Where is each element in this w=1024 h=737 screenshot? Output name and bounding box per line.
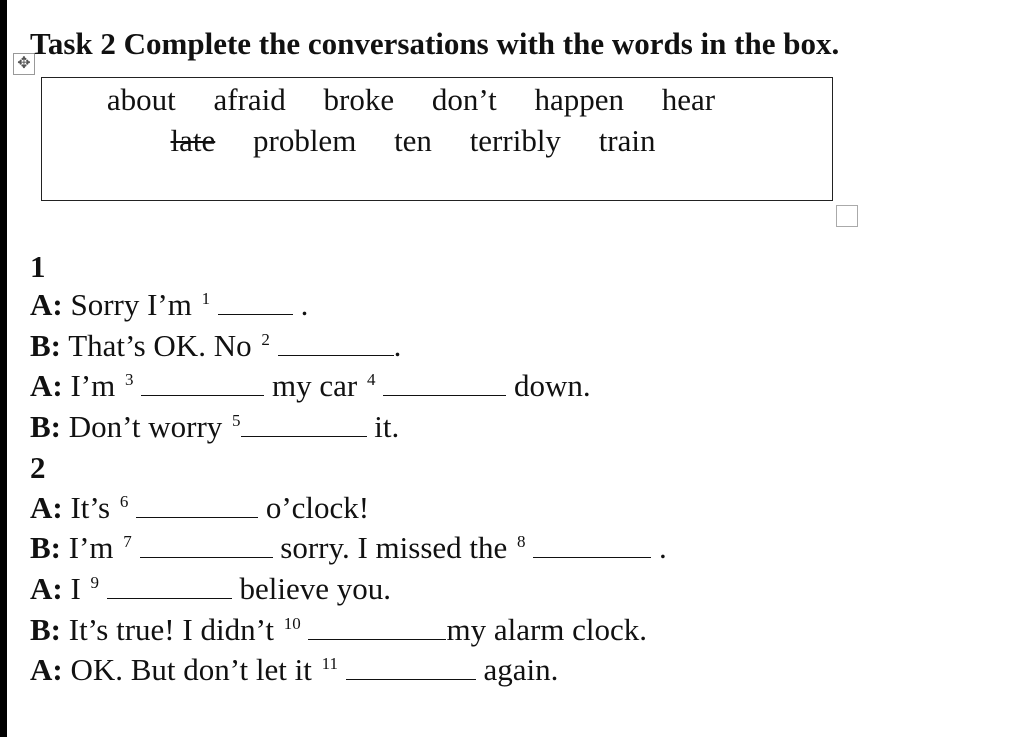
word-happen: happen <box>534 82 625 117</box>
blank-number: 4 <box>366 370 376 389</box>
line-text: . <box>292 287 309 322</box>
word-box <box>41 77 833 201</box>
word-row-2 <box>18 123 808 159</box>
line-text: my car <box>264 368 365 403</box>
answer-blank-7[interactable] <box>140 531 273 558</box>
blank-number: 1 <box>201 289 211 308</box>
answer-blank-11[interactable] <box>346 653 476 680</box>
task-title: Task 2 Complete the conversations with the words in the box. <box>30 26 840 61</box>
blank-number: 5 <box>232 411 241 430</box>
word-about: about <box>106 82 176 117</box>
answer-blank-5[interactable] <box>241 410 367 437</box>
line-text: o’clock! <box>258 490 370 525</box>
speaker-label: B: <box>30 530 61 565</box>
conversation-2-number: 2 <box>30 450 46 485</box>
word-train: train <box>598 123 656 158</box>
blank-number: 10 <box>283 614 301 633</box>
conv2-line-3 <box>30 571 391 607</box>
line-text: OK. But don’t let it <box>62 652 320 687</box>
answer-blank-6[interactable] <box>136 491 258 518</box>
line-text: I’m <box>61 530 122 565</box>
line-text: it. <box>366 409 400 444</box>
answer-blank-8[interactable] <box>533 531 651 558</box>
conversation-1-number: 1 <box>30 249 46 284</box>
word-terribly: terribly <box>469 123 561 158</box>
answer-blank-3[interactable] <box>141 369 264 396</box>
word-problem: problem <box>253 123 357 158</box>
line-text: . <box>651 530 667 565</box>
conv1-line-4 <box>30 409 399 445</box>
speaker-label: A: <box>30 652 63 687</box>
blank-number: 9 <box>90 573 100 592</box>
answer-blank-2[interactable] <box>278 329 394 356</box>
line-text: sorry. I missed the <box>272 530 516 565</box>
conv2-line-5 <box>30 652 558 688</box>
line-text: That’s OK. No <box>61 328 260 363</box>
line-text: I’m <box>62 368 123 403</box>
speaker-label: A: <box>30 368 63 403</box>
speaker-label: B: <box>30 409 61 444</box>
blank-number: 6 <box>119 492 129 511</box>
blank-number: 7 <box>123 532 132 551</box>
answer-blank-1[interactable] <box>218 288 293 315</box>
speaker-label: A: <box>30 490 63 525</box>
table-move-handle-icon[interactable]: ✥ <box>13 53 35 75</box>
word-hear: hear <box>661 82 716 117</box>
conv1-line-2 <box>30 328 401 364</box>
word-ten: ten <box>394 123 432 158</box>
speaker-label: A: <box>30 287 63 322</box>
word-afraid: afraid <box>213 82 286 117</box>
line-text: Sorry I’m <box>62 287 200 322</box>
speaker-label: B: <box>30 328 61 363</box>
line-text: . <box>393 328 402 363</box>
answer-blank-9[interactable] <box>107 572 232 599</box>
word-dont: don’t <box>431 82 497 117</box>
word-row-1 <box>16 82 806 118</box>
conv1-line-3 <box>30 368 591 404</box>
blank-number: 8 <box>517 532 526 551</box>
table-resize-handle[interactable] <box>836 205 858 227</box>
line-text: down. <box>506 368 591 403</box>
conv2-line-1 <box>30 490 369 526</box>
line-text: Don’t worry <box>61 409 231 444</box>
window-left-border <box>0 0 7 737</box>
speaker-label: A: <box>30 571 63 606</box>
word-late-struck: late <box>170 123 216 158</box>
word-broke: broke <box>323 82 395 117</box>
conv2-line-2 <box>30 530 667 566</box>
line-text: I <box>62 571 89 606</box>
speaker-label: B: <box>30 612 61 647</box>
blank-number: 2 <box>261 330 270 349</box>
line-text: It’s true! I didn’t <box>61 612 282 647</box>
conv2-line-4 <box>30 612 647 648</box>
answer-blank-10[interactable] <box>308 613 446 640</box>
line-text: my alarm clock. <box>446 612 648 647</box>
line-text: It’s <box>62 490 118 525</box>
conv1-line-1 <box>30 287 308 323</box>
line-text: believe you. <box>231 571 392 606</box>
blank-number: 11 <box>321 654 338 673</box>
line-text: again. <box>475 652 559 687</box>
blank-number: 3 <box>124 370 134 389</box>
answer-blank-4[interactable] <box>383 369 506 396</box>
